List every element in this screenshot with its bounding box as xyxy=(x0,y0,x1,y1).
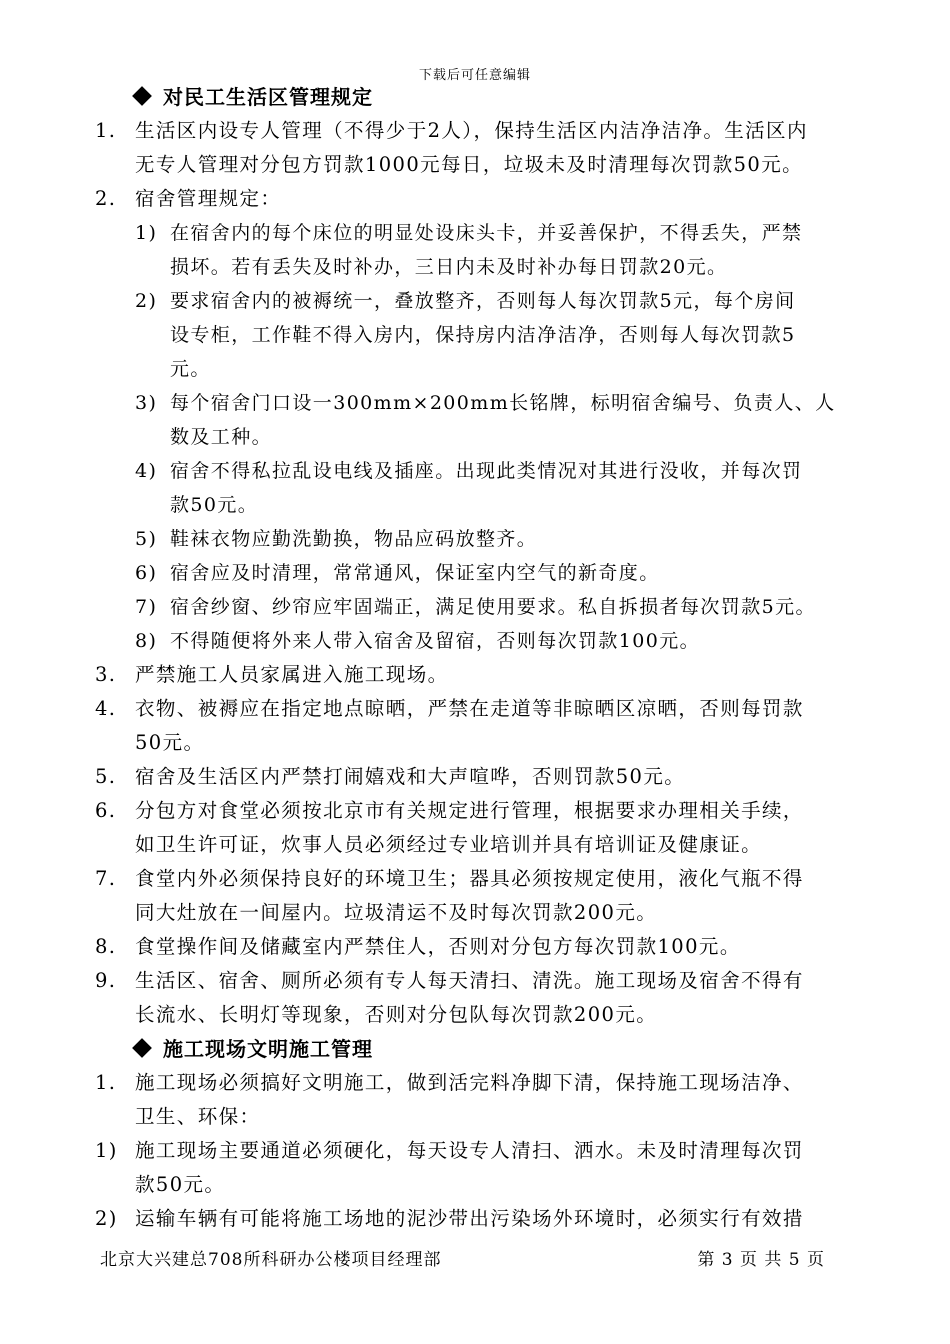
item-text-line: 卫生、环保： xyxy=(135,1105,261,1128)
item-text-line: 食堂内外必须保持良好的环境卫生；器具必须按规定使用，液化气瓶不得 xyxy=(135,867,804,890)
item-text-line: 施工现场必须搞好文明施工，做到活完料净脚下清，保持施工现场洁净、 xyxy=(135,1071,804,1094)
list-item xyxy=(95,1066,870,1134)
list-item xyxy=(95,182,870,216)
item-text-line: 长流水、长明灯等现象，否则对分包队每次罚款200元。 xyxy=(135,1003,658,1026)
item-number: 8) xyxy=(135,630,158,652)
item-number: 1) xyxy=(95,1139,118,1162)
list-item xyxy=(95,114,870,182)
diamond-bullet-icon xyxy=(132,1038,152,1058)
item-text-line: 款50元。 xyxy=(170,494,259,516)
item-text-line: 同大灶放在一间屋内。垃圾清运不及时每次罚款200元。 xyxy=(135,901,658,924)
item-text-line: 如卫生许可证，炊事人员必须经过专业培训并具有培训证及健康证。 xyxy=(135,833,763,856)
section-heading-2 xyxy=(135,1032,870,1066)
item-text-line: 元。 xyxy=(170,358,211,380)
item-number: 6. xyxy=(95,799,117,822)
item-number: 1. xyxy=(95,119,117,142)
item-text-line: 要求宿舍内的被褥统一，叠放整齐，否则每人每次罚款5元，每个房间 xyxy=(170,290,796,312)
list-item xyxy=(95,386,870,454)
item-number: 4) xyxy=(135,460,158,482)
item-text-line: 运输车辆有可能将施工场地的泥沙带出污染场外环境时，必须实行有效措 xyxy=(135,1207,804,1230)
diamond-bullet-icon xyxy=(132,86,152,106)
item-number: 6) xyxy=(135,562,158,584)
item-number: 2) xyxy=(135,290,158,312)
item-number: 9. xyxy=(95,969,117,992)
item-number: 8. xyxy=(95,935,117,958)
list-item xyxy=(95,964,870,1032)
item-text-line: 宿舍应及时清理，常常通风，保证室内空气的新奇度。 xyxy=(170,562,660,584)
item-text-line: 生活区内设专人管理（不得少于2人），保持生活区内洁净洁净。生活区内 xyxy=(135,119,808,142)
item-text-line: 鞋袜衣物应勤洗勤换，物品应码放整齐。 xyxy=(170,528,538,550)
item-number: 5. xyxy=(95,765,117,788)
item-text-line: 宿舍及生活区内严禁打闹嬉戏和大声喧哗，否则罚款50元。 xyxy=(135,765,686,788)
item-number: 3) xyxy=(135,392,158,414)
item-number: 1) xyxy=(135,222,158,244)
item-text-line: 衣物、被褥应在指定地点晾晒，严禁在走道等非晾晒区凉晒，否则每罚款 xyxy=(135,697,804,720)
item-text-line: 每个宿舍门口设一300mm×200mm长铭牌，标明宿舍编号、负责人、人 xyxy=(170,392,836,414)
item-text-line: 50元。 xyxy=(135,731,205,754)
item-text-line: 分包方对食堂必须按北京市有关规定进行管理，根据要求办理相关手续， xyxy=(135,799,804,822)
item-text-line: 宿舍不得私拉乱设电线及插座。出现此类情况对其进行没收，并每次罚 xyxy=(170,460,803,482)
list-item xyxy=(95,794,870,862)
list-item xyxy=(95,658,870,692)
list-item xyxy=(95,930,870,964)
list-item xyxy=(95,556,870,590)
item-text-line: 不得随便将外来人带入宿舍及留宿，否则每次罚款100元。 xyxy=(170,630,701,652)
item-text-line: 宿舍管理规定： xyxy=(135,187,282,210)
item-text-line: 严禁施工人员家属进入施工现场。 xyxy=(135,663,449,686)
footer-page-number: 第 3 页 共 5 页 xyxy=(697,1250,825,1270)
item-text-line: 损坏。若有丢失及时补办，三日内未及时补办每日罚款20元。 xyxy=(170,256,728,278)
item-text-line: 无专人管理对分包方罚款1000元每日，垃圾未及时清理每次罚款50元。 xyxy=(135,153,804,176)
item-number: 4. xyxy=(95,697,117,720)
item-number: 7) xyxy=(135,596,158,618)
watermark-text: 下载后可任意编辑 xyxy=(418,68,531,83)
item-number: 2) xyxy=(95,1207,118,1230)
list-item xyxy=(95,1134,870,1202)
item-number: 5) xyxy=(135,528,158,550)
list-item xyxy=(95,1202,870,1236)
document-body xyxy=(95,80,870,1236)
list-item xyxy=(95,590,870,624)
item-text-line: 食堂操作间及储藏室内严禁住人，否则对分包方每次罚款100元。 xyxy=(135,935,741,958)
item-text-line: 在宿舍内的每个床位的明显处设床头卡，并妥善保护，不得丢失，严禁 xyxy=(170,222,803,244)
list-item xyxy=(95,624,870,658)
item-number: 1. xyxy=(95,1071,117,1094)
list-item xyxy=(95,862,870,930)
item-text-line: 宿舍纱窗、纱帘应牢固端正，满足使用要求。私自拆损者每次罚款5元。 xyxy=(170,596,816,618)
section-title: 施工现场文明施工管理 xyxy=(163,1037,373,1061)
item-text-line: 设专柜，工作鞋不得入房内，保持房内洁净洁净，否则每人每次罚款5 xyxy=(170,324,796,346)
item-number: 7. xyxy=(95,867,117,890)
footer-organization: 北京大兴建总708所科研办公楼项目经理部 xyxy=(100,1250,442,1270)
section-heading-1 xyxy=(135,80,870,114)
list-item xyxy=(95,760,870,794)
list-item xyxy=(95,454,870,522)
item-text-line: 款50元。 xyxy=(135,1173,226,1196)
list-item xyxy=(95,692,870,760)
item-number: 2. xyxy=(95,187,117,210)
item-text-line: 生活区、宿舍、厕所必须有专人每天清扫、清洗。施工现场及宿舍不得有 xyxy=(135,969,804,992)
item-number: 3. xyxy=(95,663,117,686)
item-text-line: 数及工种。 xyxy=(170,426,273,448)
section-title: 对民工生活区管理规定 xyxy=(163,85,373,109)
list-item xyxy=(95,522,870,556)
list-item xyxy=(95,216,870,284)
item-text-line: 施工现场主要通道必须硬化，每天设专人清扫、洒水。未及时清理每次罚 xyxy=(135,1139,804,1162)
list-item xyxy=(95,284,870,386)
